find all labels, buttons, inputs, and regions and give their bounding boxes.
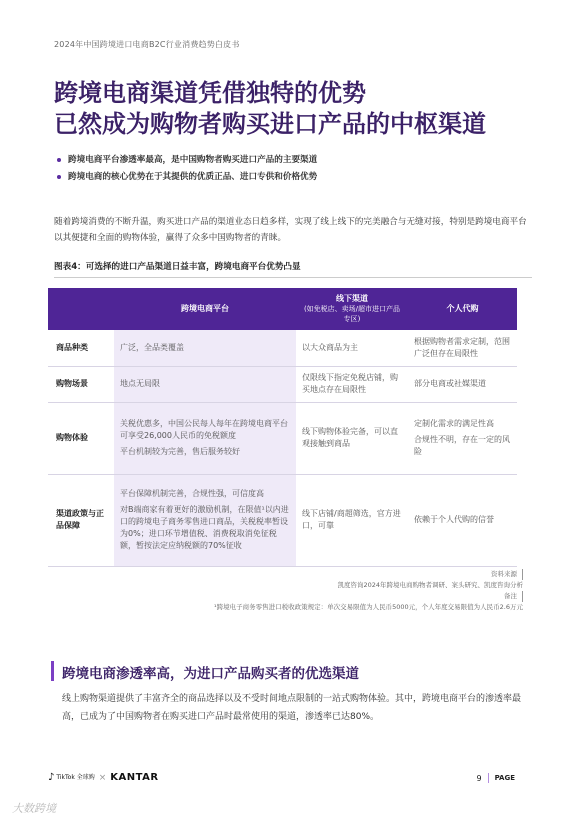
cell-offline: 线下购物体验完备，可以直观接触到商品	[296, 402, 408, 474]
key-point-text: 跨境电商的核心优势在于其提供的优质正品、进口专供和价格优势	[68, 172, 318, 182]
cell-offline: 仅限线下指定免税店铺，购买地点存在局限性	[296, 366, 408, 402]
tiktok-logo-text: TikTok 全球购	[56, 773, 95, 781]
tiktok-icon: ♪	[48, 772, 55, 783]
table-header-row	[48, 288, 517, 330]
kantar-logo: KANTAR	[110, 772, 159, 783]
channel-comparison-table	[48, 288, 517, 567]
header-offline-sub: (如免税店、卖场/超市进口产品专区)	[303, 305, 401, 323]
cell-paragraph: 平台机制较为完善，售后服务较好	[120, 447, 240, 456]
times-icon: ×	[98, 772, 107, 783]
bullet-dot-icon	[57, 175, 61, 179]
cell-paragraph: 定制化需求的满足性高	[414, 419, 494, 428]
cell-cross-border: 广泛，全品类覆盖	[114, 330, 296, 366]
title-line-1: 跨境电商渠道凭借独特的优势	[54, 79, 366, 107]
cell-personal-agent: 依赖于个人代购的信誉	[408, 474, 517, 566]
source-text: 凯度咨询2024年跨境电商购物者调研、案头研究、凯度咨询分析	[337, 581, 523, 589]
section-body: 线上购物渠道提供了丰富齐全的商品选择以及不受时间地点限制的一站式购物体验。其中，跨境电商平台的渗透率最高，已成为了中国购物者在购买进口产品时最常使用的渠道，渗透率已达80%。	[62, 694, 522, 722]
page-separator	[488, 773, 489, 783]
table-row	[48, 402, 517, 474]
header-empty	[48, 288, 114, 330]
cell-paragraph: 关税优惠多，中国公民每人每年在跨境电商平台可享受26,000人民币的免税额度	[120, 419, 288, 440]
cell-personal-agent	[408, 402, 517, 474]
page-number-value: 9	[476, 773, 482, 783]
title-line-2: 已然成为购物者购买进口产品的中枢渠道	[54, 110, 486, 138]
header-cross-border: 跨境电商平台	[114, 288, 296, 330]
bullet-dot-icon	[57, 158, 61, 162]
cell-cross-border	[114, 402, 296, 474]
remark-label: 备注	[504, 591, 523, 602]
page-title	[54, 78, 524, 140]
header-personal-agent: 个人代购	[408, 288, 517, 330]
cell-paragraph: 对B端商家有着更好的激励机制，在限值¹以内进口的跨境电子商务零售进口商品，关税税率暂设为0%；进口环节增值税、消费税取消免征税额，暂按法定应纳税额的70%征收	[120, 505, 289, 550]
row-label: 渠道政策与正品保障	[48, 474, 114, 566]
watermark: 大数跨境	[12, 802, 56, 815]
cell-cross-border	[114, 474, 296, 566]
figure-title: 图表4：可选择的进口产品渠道日益丰富，跨境电商平台优势凸显	[54, 260, 532, 278]
running-header: 2024年中国跨境进口电商B2C行业消费趋势白皮书	[54, 40, 240, 49]
table-row	[48, 330, 517, 366]
key-point-text: 跨境电商平台渗透率最高，是中国购物者购买进口产品的主要渠道	[68, 155, 318, 165]
intro-paragraph: 随着跨境消费的不断升温，购买进口产品的渠道业态日趋多样，实现了线上线下的完美融合与无缝对接，特别是跨境电商平台以其便捷和全面的购物体验，赢得了众多中国购物者的青睐。	[54, 217, 527, 243]
cell-paragraph: 平台保障机制完善，合规性强，可信度高	[120, 489, 264, 498]
row-label: 购物体验	[48, 402, 114, 474]
header-offline-main: 线下渠道	[336, 294, 368, 303]
source-label: 资料来源	[491, 569, 523, 580]
cell-cross-border: 地点无局限	[114, 366, 296, 402]
key-point	[54, 169, 534, 186]
cell-paragraph: 合规性不明，存在一定的风险	[414, 435, 510, 456]
cell-personal-agent: 部分电商或社媒渠道	[408, 366, 517, 402]
key-point	[54, 152, 534, 169]
header-offline	[296, 288, 408, 330]
section-title: 跨境电商渗透率高，为进口产品购买者的优选渠道	[62, 666, 359, 682]
table-notes	[214, 569, 523, 613]
cell-offline: 线下店铺/商超筛选，官方进口，可靠	[296, 474, 408, 566]
page-number	[476, 773, 515, 783]
row-label: 购物场景	[48, 366, 114, 402]
footer-logos	[48, 772, 159, 783]
section-accent-bar	[51, 661, 54, 681]
row-label: 商品种类	[48, 330, 114, 366]
remark-text: ¹跨境电子商务零售进口税收政策规定：单次交易限值为人民币5000元，个人年度交易限值为人民币2.6万元	[214, 603, 523, 611]
key-points	[54, 152, 534, 186]
page-word: PAGE	[494, 774, 515, 782]
cell-offline: 以大众商品为主	[296, 330, 408, 366]
table-row	[48, 366, 517, 402]
table-row	[48, 474, 517, 566]
cell-personal-agent: 根据购物者需求定制，范围广泛但存在局限性	[408, 330, 517, 366]
